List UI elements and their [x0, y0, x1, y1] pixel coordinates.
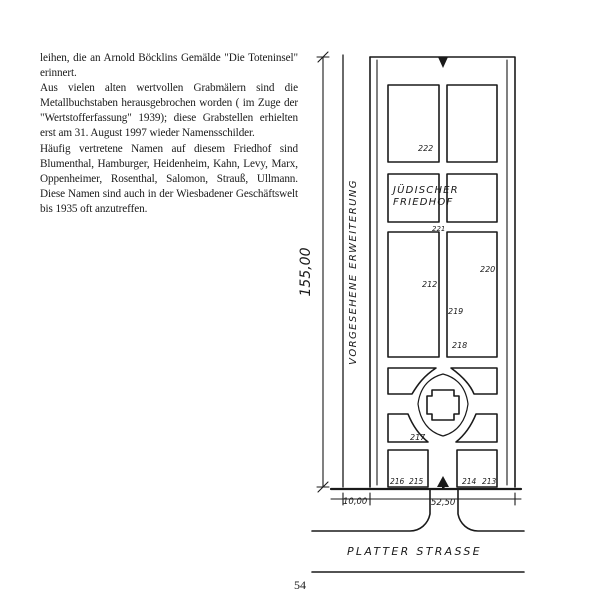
page-number: 54	[294, 578, 306, 592]
plot-number: 215	[409, 477, 424, 486]
cemetery-label-line2: FRIEDHOF	[393, 197, 454, 208]
width-left-dimension-label: 10,00	[343, 497, 368, 507]
plot-number: 220	[480, 265, 496, 274]
paragraph-2: Aus vielen alten wertvollen Grabmälern sind die Metallbuchstaben herausgebrochen worden ( im Zuge der "Wertstofferfassung" 1939); diese Grabstellen erhielten erst am 31. August 1997 wieder Namensschilder.	[40, 82, 298, 140]
cemetery-label-line1: JÜDISCHER	[393, 185, 459, 196]
central-roundel	[418, 374, 468, 436]
street-label: PLATTER STRASSE	[347, 545, 482, 558]
plot-number: 221	[432, 225, 446, 233]
plot-number: 217	[410, 433, 426, 442]
grave-block-mid-right	[447, 174, 497, 222]
plot-number: 219	[448, 307, 464, 316]
corner-bed-top-right	[451, 368, 497, 394]
grave-block-large-right	[447, 232, 497, 357]
entrance-arrow-bottom-icon	[437, 476, 449, 487]
plot-number: 212	[422, 280, 438, 289]
plot-number: 214	[462, 477, 477, 486]
corner-bed-bottom-right	[456, 414, 497, 442]
plot-number: 216	[390, 477, 405, 486]
paragraph-1: leihen, die an Arnold Böcklins Gemälde "Die Toteninsel" erinnert.	[40, 52, 298, 80]
plot-number: 213	[482, 477, 497, 486]
width-main-dimension-label: 52,50	[431, 498, 456, 508]
plot-number: 222	[418, 144, 434, 153]
street-edge-left	[312, 490, 430, 531]
grave-block-large-left	[388, 232, 439, 357]
plot-number: 218	[452, 341, 468, 350]
grave-block-upper-right	[447, 85, 497, 162]
entrance-arrow-top-icon	[438, 57, 448, 68]
length-dimension-label: 155,00	[298, 247, 314, 297]
paragraph-3: Häufig vertretene Namen auf diesem Friedhof sind Blumenthal, Hamburger, Heidenheim, Kahn, Levy, Marx, Oppenheimer, Rosenthal, Salomon, Strauß, Ullmann. Diese Namen sind auch in der Wiesbadener Geschäftswelt bis 1935 oft anzutreffen.	[40, 142, 298, 215]
expansion-area-label: VORGESEHENE ERWEITERUNG	[348, 179, 359, 365]
street-edge-right	[458, 490, 524, 531]
central-monument	[427, 390, 459, 420]
